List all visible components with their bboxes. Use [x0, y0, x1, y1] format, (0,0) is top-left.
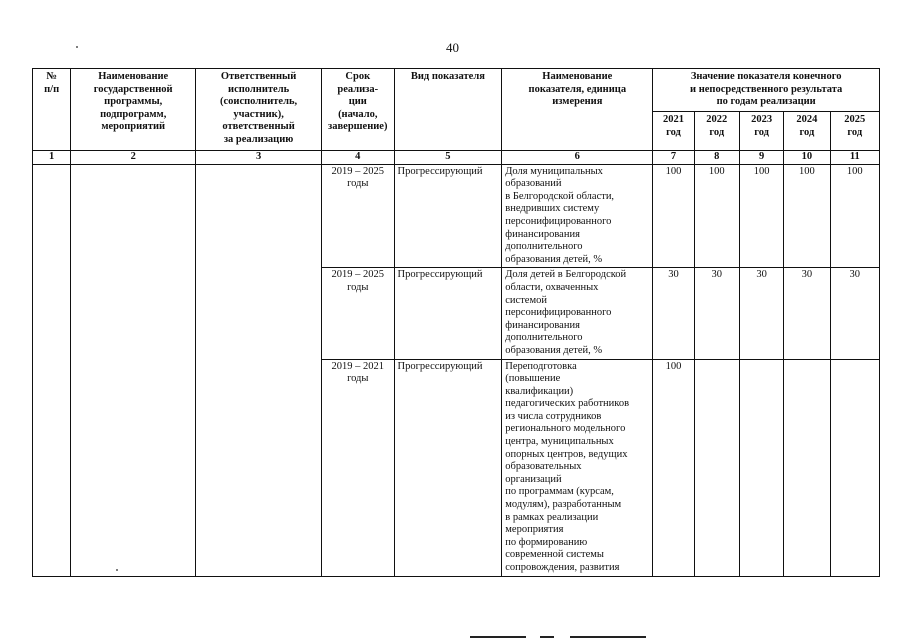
header-term: Срок реализа- ции (начало, завершение) — [322, 69, 395, 151]
table-row — [33, 164, 880, 268]
cell-program-empty — [71, 164, 196, 576]
cell-value-2024 — [784, 359, 830, 576]
header-indicator-name: Наименование показателя, единица измерения — [502, 69, 653, 151]
column-number: 10 — [784, 151, 830, 165]
column-number: 4 — [322, 151, 395, 165]
cell-value-2021: 100 — [653, 359, 694, 576]
header-year: 2025 год — [830, 112, 879, 151]
column-numbers-row — [33, 151, 880, 165]
cell-term: 2019 – 2021 годы — [322, 359, 395, 576]
column-number: 2 — [71, 151, 196, 165]
header-values-group: Значение показателя конечного и непосредственного результата по годам реализации — [653, 69, 880, 112]
cell-value-2024: 30 — [784, 268, 830, 359]
scan-mark — [540, 636, 554, 638]
header-year: 2022 год — [694, 112, 739, 151]
cell-value-2025 — [830, 359, 879, 576]
header-year: 2024 год — [784, 112, 830, 151]
indicators-table — [32, 68, 880, 577]
cell-indicator-name: Доля детей в Белгородской области, охваченных системой персонифицированного финансирования дополнительного образования детей, % — [502, 268, 653, 359]
cell-number-empty — [33, 164, 71, 576]
header-year: 2023 год — [739, 112, 783, 151]
cell-value-2022: 30 — [694, 268, 739, 359]
column-number: 6 — [502, 151, 653, 165]
cell-value-2022: 100 — [694, 164, 739, 268]
scan-mark — [570, 636, 646, 638]
column-number: 7 — [653, 151, 694, 165]
header-row — [33, 69, 880, 112]
cell-value-2023 — [739, 359, 783, 576]
cell-value-2025: 100 — [830, 164, 879, 268]
cell-value-2022 — [694, 359, 739, 576]
cell-indicator-type: Прогрессирующий — [394, 359, 502, 576]
cell-responsible-empty — [196, 164, 322, 576]
cell-term: 2019 – 2025 годы — [322, 164, 395, 268]
cell-value-2025: 30 — [830, 268, 879, 359]
cell-value-2021: 30 — [653, 268, 694, 359]
column-number: 11 — [830, 151, 879, 165]
cell-term: 2019 – 2025 годы — [322, 268, 395, 359]
column-number: 5 — [394, 151, 502, 165]
cell-value-2023: 100 — [739, 164, 783, 268]
header-year: 2021 год — [653, 112, 694, 151]
cell-indicator-name: Доля муниципальных образований в Белгородской области, внедривших систему персонифицированного финансирования дополнительного образования детей, % — [502, 164, 653, 268]
scan-speck — [76, 46, 78, 48]
scan-speck — [116, 569, 118, 571]
page-number: 40 — [446, 40, 459, 55]
header-responsible: Ответственный исполнитель (соисполнитель, участник), ответственный за реализацию — [196, 69, 322, 151]
header-program-name: Наименование государственной программы, подпрограмм, мероприятий — [71, 69, 196, 151]
cell-indicator-type: Прогрессирующий — [394, 268, 502, 359]
column-number: 1 — [33, 151, 71, 165]
cell-indicator-name: Переподготовка (повышение квалификации) педагогических работников из числа сотрудников регионального модельного центра, муниципальных опорных центров, ведущих образовательных организаций по программам (курсам, модулям), разработанным в рамках реализации мероприятия по формированию современной системы сопровождения, развития — [502, 359, 653, 576]
header-indicator-type: Вид показателя — [394, 69, 502, 151]
header-number: № п/п — [33, 69, 71, 151]
scan-mark — [470, 636, 526, 638]
cell-value-2021: 100 — [653, 164, 694, 268]
cell-value-2024: 100 — [784, 164, 830, 268]
cell-value-2023: 30 — [739, 268, 783, 359]
column-number: 8 — [694, 151, 739, 165]
cell-indicator-type: Прогрессирующий — [394, 164, 502, 268]
column-number: 9 — [739, 151, 783, 165]
column-number: 3 — [196, 151, 322, 165]
